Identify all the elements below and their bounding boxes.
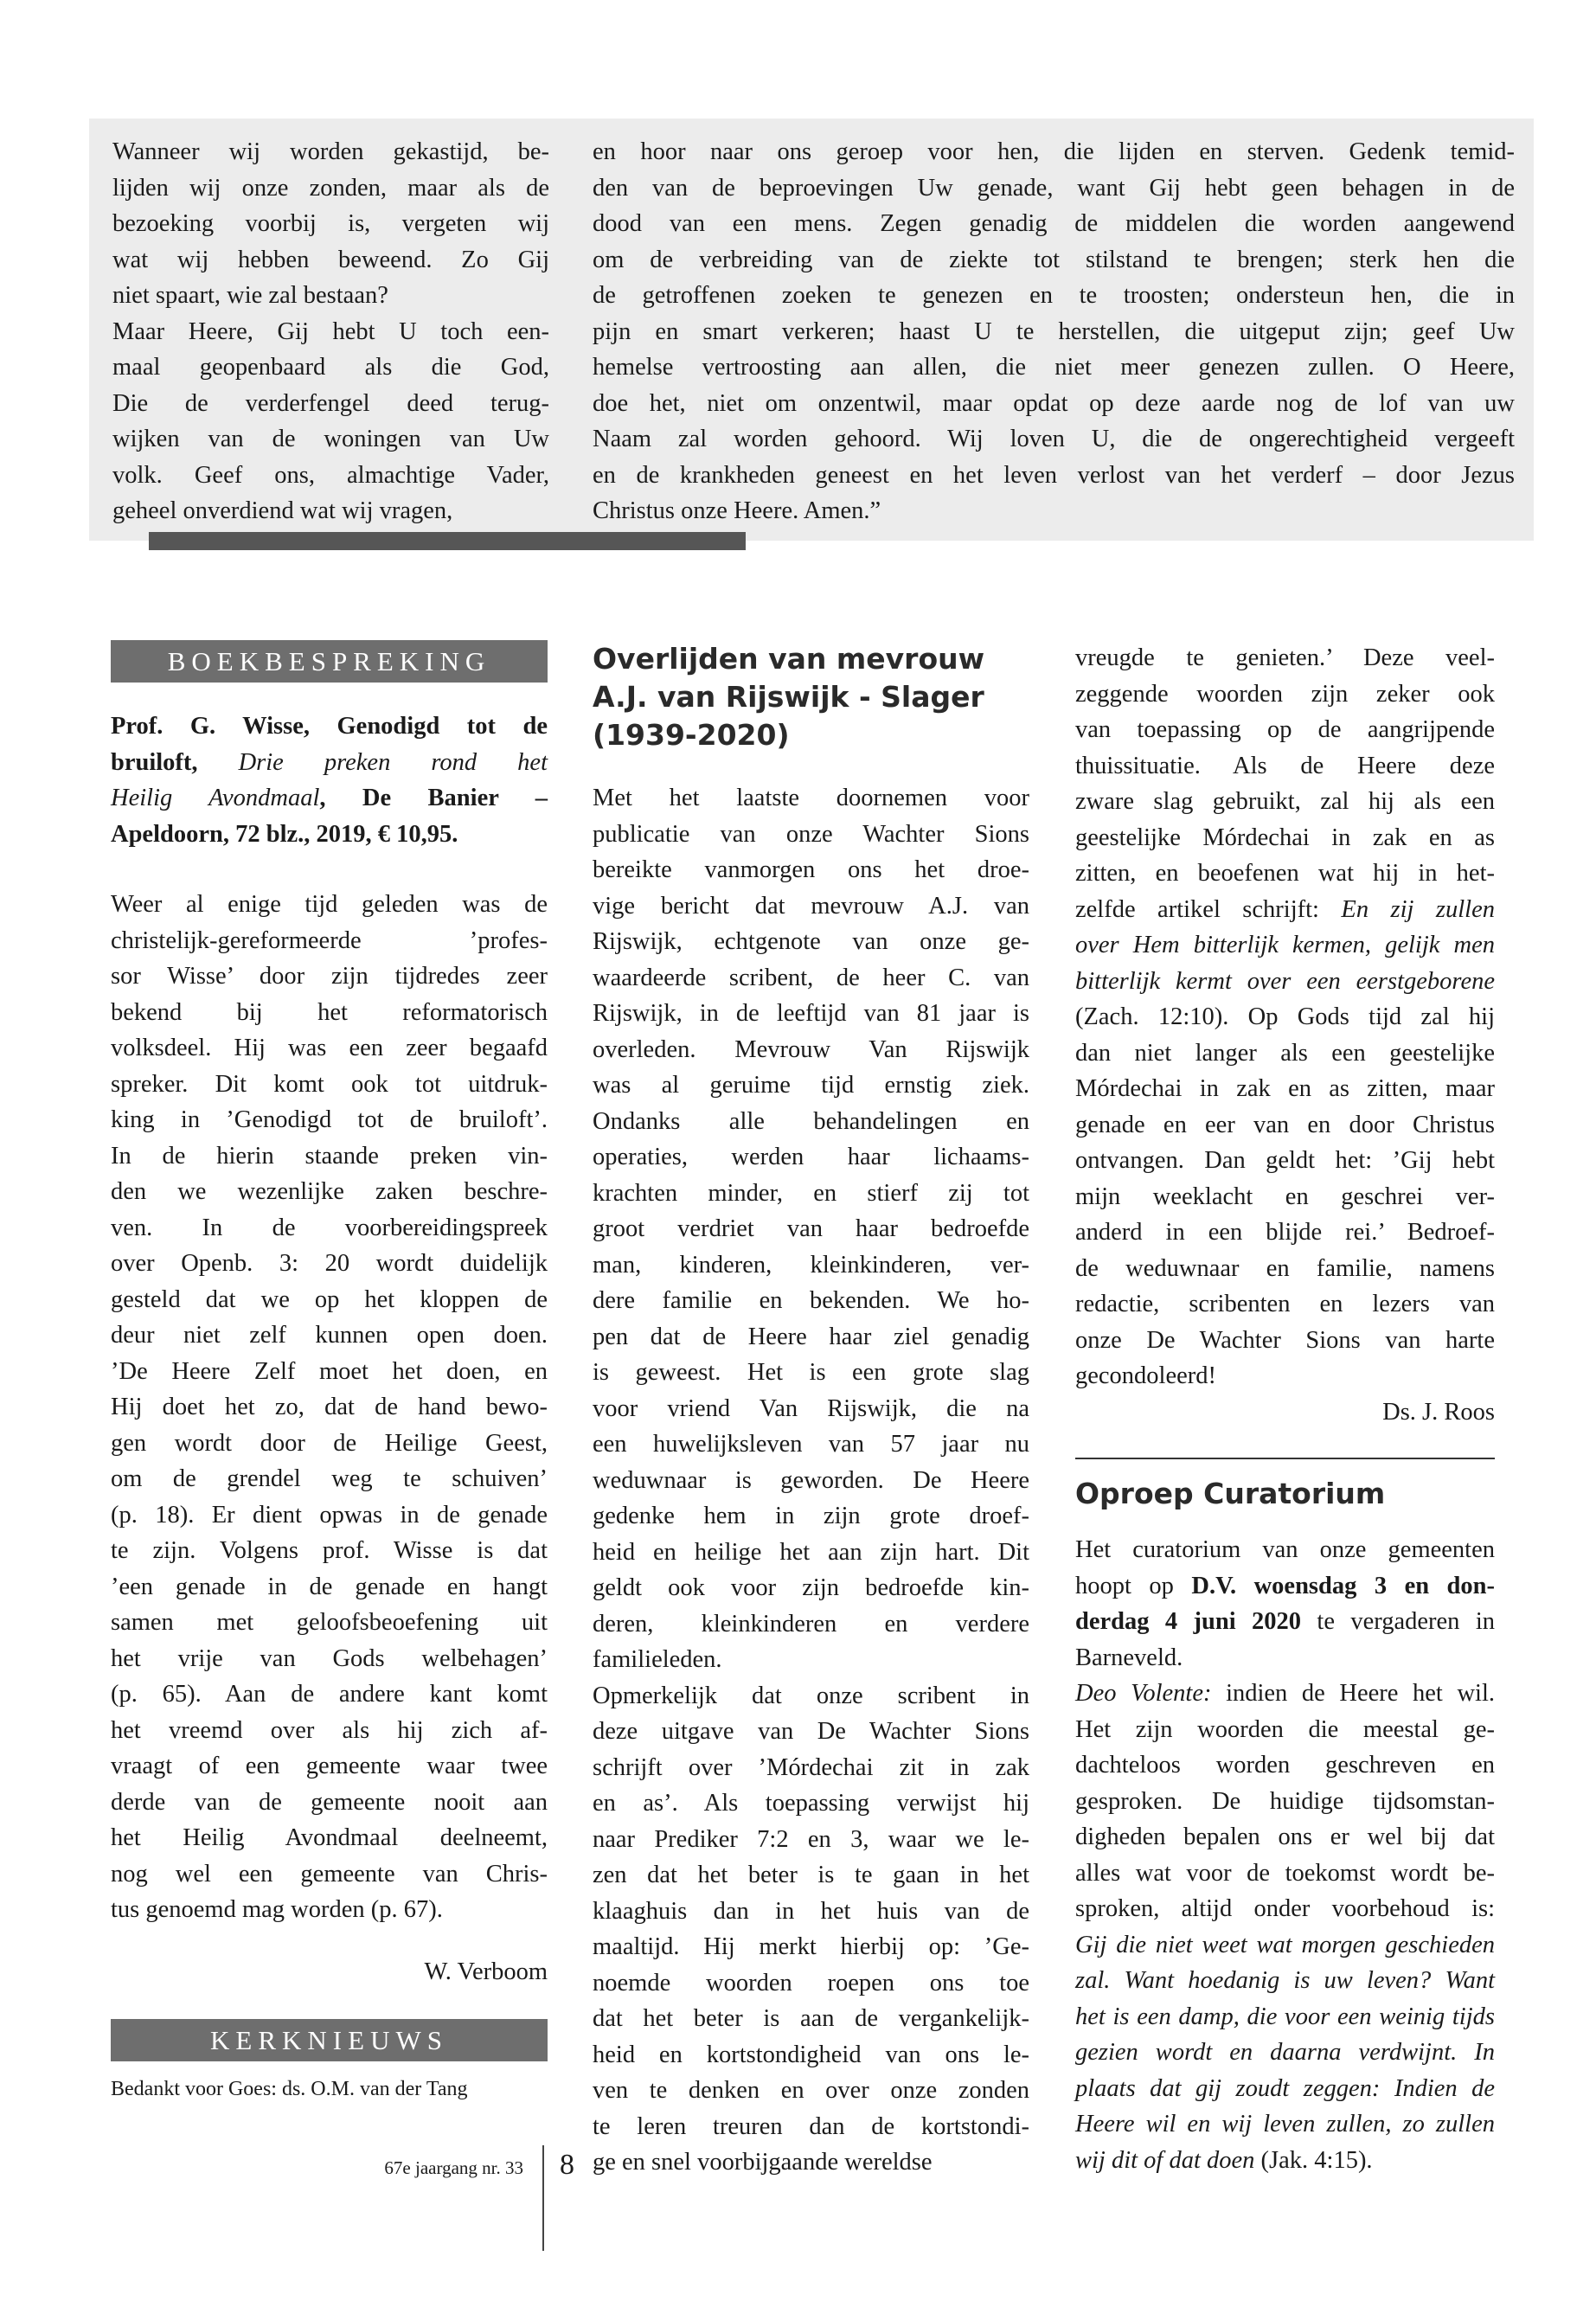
text-line: te zijn. Volgens prof. Wisse is dat [111, 1537, 548, 1564]
text-line: zware slag gebruikt, zal hij als een [1075, 788, 1495, 815]
text-line: samen met geloofsbeoefening uit [111, 1609, 548, 1636]
text-line: bezoeking voorbij is, vergeten wij [112, 210, 549, 237]
text-line: lijden wij onze zonden, maar als de [112, 174, 549, 202]
text-line: derdag 4 juni 2020 te vergaderen in [1075, 1608, 1495, 1635]
text-line: vraagt of een gemeente waar twee [111, 1753, 548, 1779]
text-line: volksdeel. Hij was een zeer begaafd [111, 1035, 548, 1061]
text-line: Deo Volente: indien de Heere het wil. [1075, 1680, 1495, 1707]
text-line: maaltijd. Hij merkt hierbij op: ’Ge- [593, 1933, 1029, 1960]
text-line: plaats dat gij zoudt zeggen: Indien de [1075, 2074, 1495, 2102]
text-line: Rijswijk, in de leeftijd van 81 jaar is [593, 1000, 1029, 1027]
text-line: (Zach. 12:10). Op Gods tijd zal hij [1075, 1003, 1495, 1030]
text-line: king in ’Genodigd tot de bruiloft’. [111, 1106, 548, 1133]
text-line: thuissituatie. Als de Heere deze [1075, 752, 1495, 779]
text-line: het vrije van Gods welbehagen’ [111, 1644, 548, 1672]
text-line: vreugde te genieten.’ Deze veel- [1075, 644, 1495, 671]
text-line: dan niet langer als een geestelijke [1075, 1039, 1495, 1067]
text-line: bitterlijk kermt over een eerstgeborene [1075, 967, 1495, 995]
text-line: ontvangen. Dan geldt het: ’Gij hebt [1075, 1147, 1495, 1174]
text-line: Het zijn woorden die meestal ge- [1075, 1715, 1495, 1743]
text-line: maal geopenbaard als die God, [112, 354, 549, 381]
book-title-line: Heilig Avondmaal, De Banier – [111, 785, 548, 811]
prayer-box-bar [149, 532, 746, 550]
text-line: over Openb. 3: 20 wordt duidelijk [111, 1250, 548, 1277]
text-line: (p. 65). Aan de andere kant komt [111, 1681, 548, 1708]
text-line: groot verdriet van haar bedroefde [593, 1215, 1029, 1242]
text-line: den van de beproevingen Uw genade, want Gij hebt geen behagen in de [593, 174, 1515, 202]
text-line: schrijft over ’Mórdechai zit in zak [593, 1753, 1029, 1781]
column-right [1075, 640, 1495, 2178]
text-line: sor Wisse’ door zijn tijdredes zeer [111, 963, 548, 990]
text-line: ’De Heere Zelf moet het doen, en [111, 1357, 548, 1385]
text-line: Naam zal worden gehoord. Wij loven U, die de ongerechtigheid vergeeft [593, 426, 1515, 452]
text-line: bekend bij het reformatorisch [111, 998, 548, 1026]
text-line: bereikte vanmorgen ons het droe- [593, 856, 1029, 883]
text-line: naar Prediker 7:2 en 3, waar we le- [593, 1825, 1029, 1853]
text-line: dere familie en bekenden. We ho- [593, 1287, 1029, 1314]
text-line: (p. 18). Er dient opwas in de genade [111, 1501, 548, 1529]
text-line: het vreemd over als hij zich af- [111, 1716, 548, 1744]
text-line: Mórdechai in zak en as zitten, maar [1075, 1075, 1495, 1102]
page-number: 8 [560, 2149, 574, 2181]
text-line: een huwelijksleven van 57 jaar nu [593, 1431, 1029, 1458]
book-review-header: BOEKBESPREKING [111, 640, 548, 683]
text-line: hemelse vertroosting aan allen, die niet meer genezen zullen. O Heere, [593, 354, 1515, 381]
text-line: Ondanks alle behandelingen en [593, 1107, 1029, 1135]
obituary-body-continued [1075, 640, 1495, 1394]
text-line: Heere wil en wij leven zullen, zo zullen [1075, 2111, 1495, 2138]
text-line: hoopt op D.V. woensdag 3 en don- [1075, 1572, 1495, 1599]
text-line: het is een damp, die voor een weinig tijds [1075, 2003, 1495, 2030]
page-footer [0, 2137, 1596, 2266]
obituary-heading [593, 640, 1029, 754]
text-line: familieleden. [593, 1646, 722, 1673]
church-news-text: Bedankt voor Goes: ds. O.M. van der Tang [111, 2078, 468, 2100]
text-line: gesproken. De huidige tijdsomstan- [1075, 1787, 1495, 1815]
text-line: over Hem bitterlijk kermen, gelijk men [1075, 932, 1495, 958]
text-line: geheel onverdiend wat wij vragen, [112, 497, 453, 524]
text-line: den we wezenlijke zaken beschre- [111, 1178, 548, 1205]
text-line: zen dat het beter is te gaan in het [593, 1862, 1029, 1888]
text-line: mijn weeklacht en geschrei ver- [1075, 1183, 1495, 1210]
prayer-box [89, 119, 1534, 541]
text-line: niet spaart, wie zal bestaan? [112, 282, 388, 309]
obituary-heading-line: A.J. van Rijswijk - Slager [593, 680, 984, 714]
text-line: anderd in een blijde rei.’ Bedroef- [1075, 1219, 1495, 1246]
text-line: Het curatorium van onze gemeenten [1075, 1536, 1495, 1563]
text-line: voor vriend Van Rijswijk, die na [593, 1394, 1029, 1422]
text-line: doe het, niet om onzentwil, maar opdat op deze aarde nog de lof van uw [593, 389, 1515, 417]
text-line: waardeerde scribent, de heer C. van [593, 964, 1029, 991]
text-line: Met het laatste doornemen voor [593, 785, 1029, 811]
text-line: wij dit of dat doen (Jak. 4:15). [1075, 2146, 1373, 2174]
text-line: de weduwnaar en familie, namens [1075, 1254, 1495, 1282]
text-line: geldt ook voor zijn bedroefde kin- [593, 1574, 1029, 1601]
text-line: pijn en smart verkeren; haast U te herstellen, die uitgeput zijn; geef Uw [593, 317, 1515, 345]
text-line: dat het beter is aan de vergankelijk- [593, 2005, 1029, 2032]
text-line: overleden. Mevrouw Van Rijswijk [593, 1035, 1029, 1063]
text-line: om de verbreiding van de ziekte tot stilstand te brengen; sterk hen die [593, 246, 1515, 273]
text-line: heid en kortstondigheid van ons le- [593, 2041, 1029, 2068]
text-line: ven. In de voorbereidingspreek [111, 1214, 548, 1241]
text-line: gesteld dat we op het kloppen de [111, 1285, 548, 1313]
obituary-body [593, 780, 1029, 2181]
text-line: de getroffenen zoeken te genezen en te troosten; ondersteun hen, die in [593, 282, 1515, 309]
church-news-header: KERKNIEUWS [111, 2019, 548, 2061]
text-line: Wanneer wij worden gekastijd, be- [112, 138, 549, 165]
prayer-column-left [112, 134, 549, 529]
text-line: publicatie van onze Wachter Sions [593, 820, 1029, 848]
book-title-line: bruiloft, Drie preken rond het [111, 748, 548, 776]
text-line: deren, kleinkinderen en verdere [593, 1610, 1029, 1638]
text-line: ven te denken en over onze zonden [593, 2077, 1029, 2104]
text-line: was al geruime tijd ernstig ziek. [593, 1072, 1029, 1099]
text-line: dachteloos worden geschreven en [1075, 1752, 1495, 1779]
text-line: Hij doet het zo, dat de hand bewo- [111, 1394, 548, 1420]
footer-divider [542, 2145, 544, 2251]
text-line: nog wel een gemeente van Chris- [111, 1860, 548, 1888]
book-review-body [111, 887, 548, 1928]
text-line: dood van een mens. Zegen genadig de middelen die worden aangewend [593, 210, 1515, 237]
text-line: operaties, werden haar lichaams- [593, 1144, 1029, 1170]
text-line: man, kinderen, kleinkinderen, ver- [593, 1251, 1029, 1279]
text-line: alles wat voor de toekomst wordt be- [1075, 1859, 1495, 1887]
text-line: zeggende woorden zijn zeker ook [1075, 680, 1495, 708]
text-line: gen wordt door de Heilige Geest, [111, 1429, 548, 1457]
text-line: vige bericht dat mevrouw A.J. van [593, 892, 1029, 920]
text-line: gedenke hem in zijn grote droef- [593, 1503, 1029, 1529]
text-line: heid en heilige het aan zijn hart. Dit [593, 1538, 1029, 1566]
text-line: om de grendel weg te schuiven’ [111, 1465, 548, 1492]
text-line: Christus onze Heere. Amen.” [593, 497, 881, 524]
text-line: genade en eer van en door Christus [1075, 1111, 1495, 1138]
text-line: deur niet zelf kunnen open doen. [111, 1322, 548, 1349]
text-line: Opmerkelijk dat onze scribent in [593, 1682, 1029, 1709]
text-line: digheden bepalen ons er wel bij dat [1075, 1823, 1495, 1850]
text-line: sproken, altijd onder voorbehoud is: [1075, 1895, 1495, 1922]
text-line: en hoor naar ons geroep voor hen, die lijden en sterven. Gedenk temid- [593, 138, 1515, 165]
text-line: en de krankheden geneest en het leven verlost van het verderf – door Jezus [593, 461, 1515, 489]
text-line: klaaghuis dan in het huis van de [593, 1897, 1029, 1925]
text-line: pen dat de Heere haar ziel genadig [593, 1323, 1029, 1350]
text-line: en as’. Als toepassing verwijst hij [593, 1790, 1029, 1817]
text-line: wat wij hebben beweend. Zo Gij [112, 246, 549, 273]
book-review-author: W. Verboom [424, 1958, 548, 1985]
text-line: het Heilig Avondmaal deelneemt, [111, 1824, 548, 1851]
text-line: Weer al enige tijd geleden was de [111, 891, 548, 918]
text-line: is geweest. Het is een grote slag [593, 1359, 1029, 1386]
text-line: Gij die niet weet wat morgen geschieden [1075, 1931, 1495, 1958]
text-line: Barneveld. [1075, 1644, 1183, 1671]
text-line: deze uitgave van De Wachter Sions [593, 1718, 1029, 1745]
text-line: Die de verderfengel deed terug- [112, 389, 549, 417]
book-review-title [111, 708, 548, 852]
section-divider [1075, 1458, 1495, 1459]
book-title-line: Apeldoorn, 72 blz., 2019, € 10,95. [111, 820, 458, 848]
text-line: ge en snel voorbijgaande wereldse [593, 2149, 933, 2176]
text-line: zitten, en beoefenen wat hij in het- [1075, 860, 1495, 887]
prayer-column-right [593, 134, 1515, 529]
obituary-heading-line: Overlijden van mevrouw [593, 642, 985, 676]
obituary-author: Ds. J. Roos [1382, 1398, 1495, 1426]
text-line: onze De Wachter Sions van harte [1075, 1326, 1495, 1354]
text-line: wijken van de woningen van Uw [112, 426, 549, 452]
column-middle [593, 640, 1029, 2181]
text-line: Rijswijk, echtgenote van onze ge- [593, 928, 1029, 955]
text-line: van toepassing op de aangrijpende [1075, 716, 1495, 743]
text-line: weduwnaar is geworden. De Heere [593, 1466, 1029, 1494]
text-line: noemde woorden roepen ons toe [593, 1969, 1029, 1997]
text-line: krachten minder, en stierf zij tot [593, 1179, 1029, 1207]
text-line: tus genoemd mag worden (p. 67). [111, 1896, 443, 1923]
text-line: gezien wordt en daarna verdwijnt. In [1075, 2039, 1495, 2066]
text-line: christelijk-gereformeerde ’profes- [111, 926, 548, 954]
column-left [111, 640, 548, 2105]
footer-issue: 67e jaargang nr. 33 [384, 2157, 523, 2178]
book-title-line: Prof. G. Wisse, Genodigd tot de [111, 713, 548, 740]
text-line: Maar Heere, Gij hebt U toch een- [112, 317, 549, 345]
text-line: gecondoleerd! [1075, 1362, 1216, 1389]
text-line: spreker. Dit komt ook tot uitdruk- [111, 1070, 548, 1098]
text-line: In de hierin staande preken vin- [111, 1142, 548, 1170]
text-line: zelfde artikel schrijft: En zij zullen [1075, 895, 1495, 923]
text-line: geestelijke Mórdechai in zak en as [1075, 824, 1495, 851]
text-line: ’een genade in de genade en hangt [111, 1573, 548, 1600]
text-line: redactie, scribenten en lezers van [1075, 1291, 1495, 1317]
curatorium-heading: Oproep Curatorium [1075, 1477, 1386, 1510]
obituary-heading-line: (1939-2020) [593, 718, 790, 752]
text-line: zal. Want hoedanig is uw leven? Want [1075, 1967, 1495, 1994]
text-line: derde van de gemeente nooit aan [111, 1788, 548, 1816]
text-line: volk. Geef ons, almachtige Vader, [112, 461, 549, 489]
text-line: te leren treuren dan de kortstondi- [593, 2112, 1029, 2140]
curatorium-body [1075, 1532, 1495, 2178]
